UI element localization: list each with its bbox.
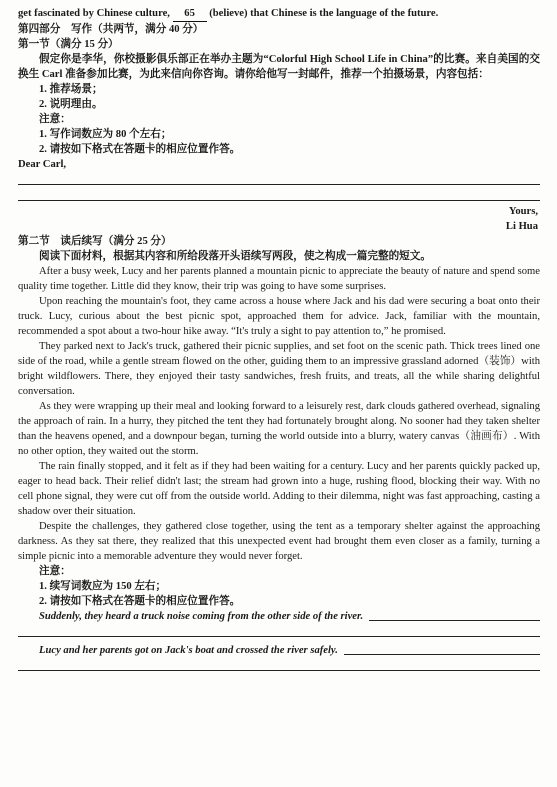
letter-closing: Yours, — [508, 206, 538, 217]
story-paragraph: They parked next to Jack's truck, gathered their picnic supplies, and set foot on the scenic path. Thick trees lined one side of the road, while a gentle stream flowed on the other, guiding them to an impressive grassland adorned（装饰）with bright wildflowers. There, they enjoyed their tasty sandwiches, fresh fruits, and treats, all the while sharing delightful conversation. — [18, 341, 540, 397]
part4-title: 第四部分 写作（共两节，满分 40 分） — [18, 24, 204, 35]
section1-title: 第一节（满分 15 分） — [18, 39, 119, 50]
story-paragraph: Despite the challenges, they gathered close together, using the tent as a temporary shelter against the approaching darkness. As they sat there, they realized that this unexpected event had brought them even closer as a family, turning a simple picnic into a memorable adventure they would never forget. — [18, 521, 540, 562]
continuation-prompt-1 — [18, 609, 540, 624]
answer-line[interactable] — [18, 670, 540, 671]
section2-note-label: 注意： — [39, 566, 71, 577]
section1-note: 1. 写作词数应为 80 个左右； — [39, 129, 172, 140]
section1-note-label: 注意： — [39, 114, 71, 125]
answer-blank-65[interactable]: 65 — [173, 6, 207, 22]
section1-note: 2. 请按如下格式在答题卡的相应位置作答。 — [39, 144, 241, 155]
answer-line[interactable] — [369, 620, 540, 621]
prompt-text: Lucy and her parents got on Jack's boat and crossed the river safely. — [39, 645, 338, 656]
story-paragraph: As they were wrapping up their meal and looking forward to a leisurely rest, dark clouds gathered overhead, signaling the approach of rain. In a hurry, they pitched the tent they had fortunately brought along. No sooner had they taken shelter than the heavens opened, and a downpour began, turning the world outside into a blurry, watery canvas（油画布）. With no other option, they waited out the storm. — [18, 401, 540, 457]
sentence-start: get fascinated by Chinese culture, — [18, 8, 170, 19]
letter-greeting: Dear Carl, — [18, 159, 67, 170]
continuation-prompt-2 — [18, 643, 540, 658]
section2-intro: 阅读下面材料，根据其内容和所给段落开头语续写两段，使之构成一篇完整的短文。 — [39, 251, 431, 262]
story-paragraph: After a busy week, Lucy and her parents planned a mountain picnic to appreciate the beauty of nature and spend some quality time together. Little did they know, their trip was going to have some surprises. — [18, 266, 540, 292]
section2-note: 1. 续写词数应为 150 左右； — [39, 581, 167, 592]
prompt-text: Suddenly, they heard a truck noise coming from the other side of the river. — [39, 611, 364, 622]
section1-item: 2. 说明理由。 — [39, 99, 103, 110]
answer-line[interactable] — [18, 200, 540, 201]
story-paragraph: Upon reaching the mountain's foot, they came across a house where Jack and his dad were securing a boat onto their truck. Lucy, curious about the best picnic spot, approached them for advice. Jack, familiar with the mountain, recommended a spot about a two-hour hike away. “It's truly a sight to pay attention to,” he promised. — [18, 296, 540, 337]
section1-item: 1. 推荐场景； — [39, 84, 103, 95]
section1-task: 假定你是李华，你校摄影俱乐部正在举办主题为“Colorful High School Life in China”的比赛。来自美国的交换生 Carl 准备参加比赛，为此来信向你咨询。请你给他写一封邮件，推荐一个拍摄场景，内容包括： — [18, 54, 540, 80]
exam-page — [18, 6, 540, 671]
answer-line[interactable] — [344, 654, 540, 655]
letter-signature: Li Hua — [505, 221, 538, 232]
story-paragraph: The rain finally stopped, and it felt as if they had been waiting for a century. Lucy and her parents quickly packed up, eager to head back. Their relief didn't last; the stream had grown into a huge, rushing flood, blocking their way. With no cell phone signal, they were cut off from the outside world. Adding to their dilemma, night was fast approaching, casting a shadow over their situation. — [18, 461, 540, 517]
sentence-end: (believe) that Chinese is the language of the future. — [209, 8, 439, 19]
section2-note: 2. 请按如下格式在答题卡的相应位置作答。 — [39, 596, 241, 607]
section2-title: 第二节 读后续写（满分 25 分） — [18, 236, 172, 247]
previous-question-line — [18, 6, 540, 22]
